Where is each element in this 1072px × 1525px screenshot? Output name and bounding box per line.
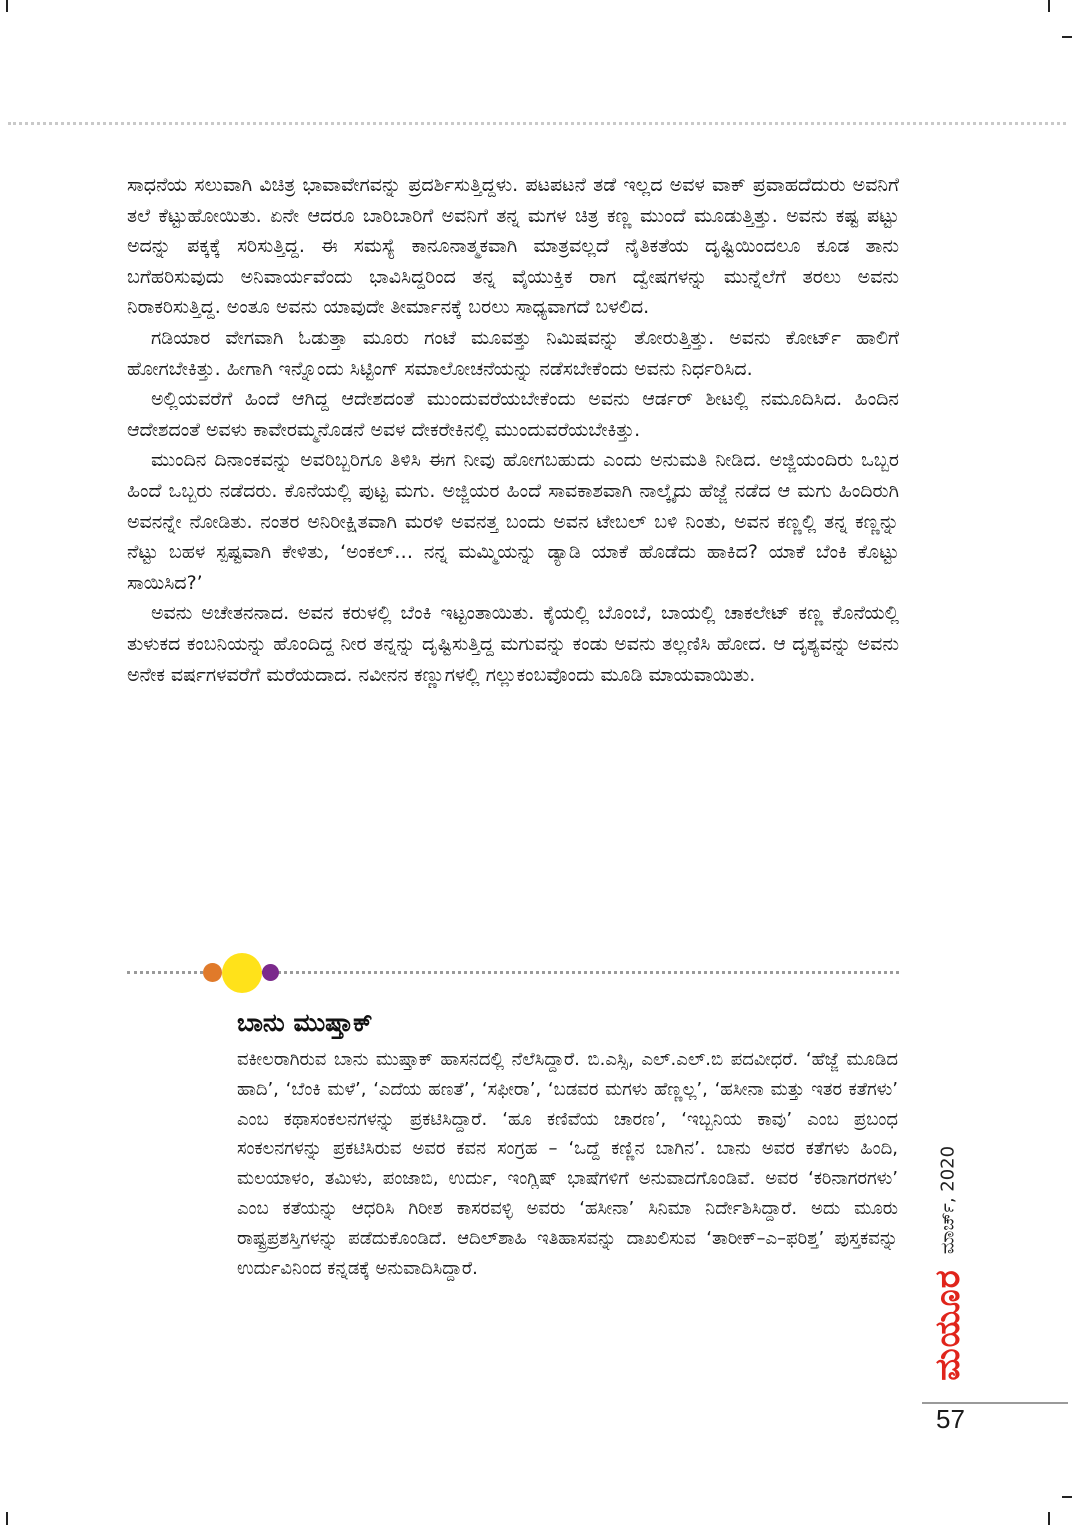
divider-purple-dot <box>262 964 279 981</box>
magazine-sidebar <box>928 1090 968 1380</box>
page-number: 57 <box>936 1404 965 1434</box>
story-paragraph: ಸಾಧನೆಯ ಸಲುವಾಗಿ ವಿಚಿತ್ರ ಭಾವಾವೇಗವನ್ನು ಪ್ರದರ್ಶಿಸುತ್ತಿದ್ದಳು. ಪಟಪಟನೆ ತಡೆ ಇಲ್ಲದ ಅವಳ ವಾಕ್ ಪ್ರವಾಹದೆದುರು ಅವನಿಗೆ ತಲೆ ಕೆಟ್ಟುಹೋಯಿತು. ಏನೇ ಆದರೂ ಬಾರಿಬಾರಿಗೆ ಅವನಿಗೆ ತನ್ನ ಮಗಳ ಚಿತ್ರ ಕಣ್ಣ ಮುಂದೆ ಮೂಡುತ್ತಿತ್ತು. ಅವನು ಕಷ್ಟ ಪಟ್ಟು ಅದನ್ನು ಪಕ್ಕಕ್ಕೆ ಸರಿಸುತ್ತಿದ್ದ. ಈ ಸಮಸ್ಯೆ ಕಾನೂನಾತ್ಮಕವಾಗಿ ಮಾತ್ರವಲ್ಲದೆ ನೈತಿಕತೆಯ ದೃಷ್ಟಿಯಿಂದಲೂ ಕೂಡ ತಾನು ಬಗೆಹರಿಸುವುದು ಅನಿವಾರ್ಯವೆಂದು ಭಾವಿಸಿದ್ದರಿಂದ ತನ್ನ ವೈಯುಕ್ತಿಕ ರಾಗ ದ್ವೇಷಗಳನ್ನು ಮುನ್ನೆಲೆಗೆ ತರಲು ಅವನು ನಿರಾಕರಿಸುತ್ತಿದ್ದ. ಅಂತೂ ಅವನು ಯಾವುದೇ ತೀರ್ಮಾನಕ್ಕೆ ಬರಲು ಸಾಧ್ಯವಾಗದೆ ಬಳಲಿದ. <box>127 174 899 319</box>
story-paragraph: ಮುಂದಿನ ದಿನಾಂಕವನ್ನು ಅವರಿಬ್ಬರಿಗೂ ತಿಳಿಸಿ ಈಗ ನೀವು ಹೋಗಬಹುದು ಎಂದು ಅನುಮತಿ ನೀಡಿದ. ಅಜ್ಜಿಯಂದಿರು ಒಬ್ಬರ ಹಿಂದೆ ಒಬ್ಬರು ನಡೆದರು. ಕೊನೆಯಲ್ಲಿ ಪುಟ್ಟ ಮಗು. ಅಜ್ಜಿಯರ ಹಿಂದೆ ಸಾವಕಾಶವಾಗಿ ನಾಲ್ಕೈದು ಹೆಜ್ಜೆ ನಡೆದ ಆ ಮಗು ಹಿಂದಿರುಗಿ ಅವನನ್ನೇ ನೋಡಿತು. ನಂತರ ಅನಿರೀಕ್ಷಿತವಾಗಿ ಮರಳಿ ಅವನತ್ತ ಬಂದು ಅವನ ಟೇಬಲ್ ಬಳಿ ನಿಂತು, ಅವನ ಕಣ್ಣಲ್ಲಿ ತನ್ನ ಕಣ್ಣನ್ನು ನೆಟ್ಟು ಬಹಳ ಸ್ಪಷ್ಟವಾಗಿ ಕೇಳಿತು, ‘ಅಂಕಲ್… ನನ್ನ ಮಮ್ಮಿಯನ್ನು ಡ್ಯಾಡಿ ಯಾಕೆ ಹೊಡೆದು ಹಾಕಿದ? ಯಾಕೆ ಬೆಂಕಿ ಕೊಟ್ಟು ಸಾಯಿಸಿದ?’ <box>127 449 899 594</box>
issue-date: ಮಾರ್ಚ್, 2020 <box>937 1145 959 1255</box>
section-divider <box>127 952 899 996</box>
crop-mark-top-left <box>6 0 8 12</box>
crop-mark-right-lower <box>1062 1496 1072 1498</box>
story-body <box>127 170 899 690</box>
crop-mark-top-right <box>1048 0 1050 12</box>
divider-orange-dot <box>203 963 222 982</box>
crop-mark-right-upper <box>1062 36 1072 38</box>
top-dotted-rule <box>8 122 1066 125</box>
crop-mark-bottom-left <box>6 1512 8 1525</box>
story-paragraph: ಗಡಿಯಾರ ವೇಗವಾಗಿ ಓಡುತ್ತಾ ಮೂರು ಗಂಟೆ ಮೂವತ್ತು ನಿಮಿಷವನ್ನು ತೋರುತ್ತಿತ್ತು. ಅವನು ಕೋರ್ಟ್ ಹಾಲಿಗೆ ಹೋಗಬೇಕಿತ್ತು. ಹೀಗಾಗಿ ಇನ್ನೊಂದು ಸಿಟ್ಟಿಂಗ್ ಸಮಾಲೋಚನೆಯನ್ನು ನಡೆಸಬೇಕೆಂದು ಅವನು ನಿರ್ಧರಿಸಿದ. <box>127 326 899 380</box>
crop-mark-bottom-right <box>1048 1512 1050 1525</box>
story-paragraph: ಅವನು ಅಚೇತನನಾದ. ಅವನ ಕರುಳಲ್ಲಿ ಬೆಂಕಿ ಇಟ್ಟಂತಾಯಿತು. ಕೈಯಲ್ಲಿ ಬೊಂಬೆ, ಬಾಯಲ್ಲಿ ಚಾಕಲೇಟ್ ಕಣ್ಣ ಕೊನೆಯಲ್ಲಿ ತುಳುಕದ ಕಂಬನಿಯನ್ನು ಹೊಂದಿದ್ದ ನೀರ ತನ್ನನ್ನು ದೃಷ್ಟಿಸುತ್ತಿದ್ದ ಮಗುವನ್ನು ಕಂಡು ಅವನು ತಲ್ಲಣಿಸಿ ಹೋದ. ಆ ದೃಶ್ಯವನ್ನು ಅವನು ಅನೇಕ ವರ್ಷಗಳವರೆಗೆ ಮರೆಯದಾದ. ನವೀನನ ಕಣ್ಣುಗಳಲ್ಲಿ ಗಲ್ಲುಕಂಬವೊಂದು ಮೂಡಿ ಮಾಯವಾಯಿತು. <box>127 602 899 686</box>
magazine-brand-logo: ಮಯೂರ <box>928 1269 968 1381</box>
author-bio-title: ಬಾನು ಮುಷ್ತಾಕ್ <box>237 1008 373 1037</box>
divider-yellow-dot <box>222 953 262 993</box>
author-bio-text: ವಕೀಲರಾಗಿರುವ ಬಾನು ಮುಷ್ತಾಕ್ ಹಾಸನದಲ್ಲಿ ನೆಲೆಸಿದ್ದಾರೆ. ಬಿ.ಎಸ್ಸಿ, ಎಲ್.ಎಲ್.ಬಿ ಪದವೀಧರೆ. ‘ಹೆಜ್ಜೆ ಮೂಡಿದ ಹಾದಿ’, ‘ಬೆಂಕಿ ಮಳೆ’, ‘ಎದೆಯ ಹಣತೆ’, ‘ಸಫೀರಾ’, ‘ಬಡವರ ಮಗಳು ಹೆಣ್ಣಲ್ಲ’, ‘ಹಸೀನಾ ಮತ್ತು ಇತರ ಕತೆಗಳು’ ಎಂಬ ಕಥಾಸಂಕಲನಗಳನ್ನು ಪ್ರಕಟಿಸಿದ್ದಾರೆ. ‘ಹೂ ಕಣಿವೆಯ ಚಾರಣ’, ‘ಇಬ್ಬನಿಯ ಕಾವು’ ಎಂಬ ಪ್ರಬಂಧ ಸಂಕಲನಗಳನ್ನು ಪ್ರಕಟಿಸಿರುವ ಅವರ ಕವನ ಸಂಗ್ರಹ – ‘ಒದ್ದೆ ಕಣ್ಣಿನ ಬಾಗಿನ’. ಬಾನು ಅವರ ಕತೆಗಳು ಹಿಂದಿ, ಮಲಯಾಳಂ, ತಮಿಳು, ಪಂಜಾಬಿ, ಉರ್ದು, ಇಂಗ್ಲಿಷ್ ಭಾಷೆಗಳಿಗೆ ಅನುವಾದಗೊಂಡಿವೆ. ಅವರ ‘ಕರಿನಾಗರಗಳು’ ಎಂಬ ಕತೆಯನ್ನು ಆಧರಿಸಿ ಗಿರೀಶ ಕಾಸರವಳ್ಳಿ ಅವರು ‘ಹಸೀನಾ’ ಸಿನಿಮಾ ನಿರ್ದೇಶಿಸಿದ್ದಾರೆ. ಅದು ಮೂರು ರಾಷ್ಟ್ರಪ್ರಶಸ್ತಿಗಳನ್ನು ಪಡೆದುಕೊಂಡಿದೆ. ಆದಿಲ್‌ಶಾಹಿ ಇತಿಹಾಸವನ್ನು ದಾಖಲಿಸುವ ‘ತಾರೀಕ್–ಎ–ಫರಿಶ್ತ’ ಪುಸ್ತಕವನ್ನು ಉರ್ದುವಿನಿಂದ ಕನ್ನಡಕ್ಕೆ ಅನುವಾದಿಸಿದ್ದಾರೆ. <box>237 1049 898 1279</box>
story-paragraph: ಅಲ್ಲಿಯವರೆಗೆ ಹಿಂದೆ ಆಗಿದ್ದ ಆದೇಶದಂತೆ ಮುಂದುವರೆಯಬೇಕೆಂದು ಅವನು ಆರ್ಡರ್ ಶೀಟಲ್ಲಿ ನಮೂದಿಸಿದ. ಹಿಂದಿನ ಆದೇಶದಂತೆ ಅವಳು ಕಾವೇರಮ್ಮನೊಡನೆ ಅವಳ ದೇಕರೇಕಿನಲ್ಲಿ ಮುಂದುವರೆಯಬೇಕಿತ್ತು. <box>127 388 899 441</box>
